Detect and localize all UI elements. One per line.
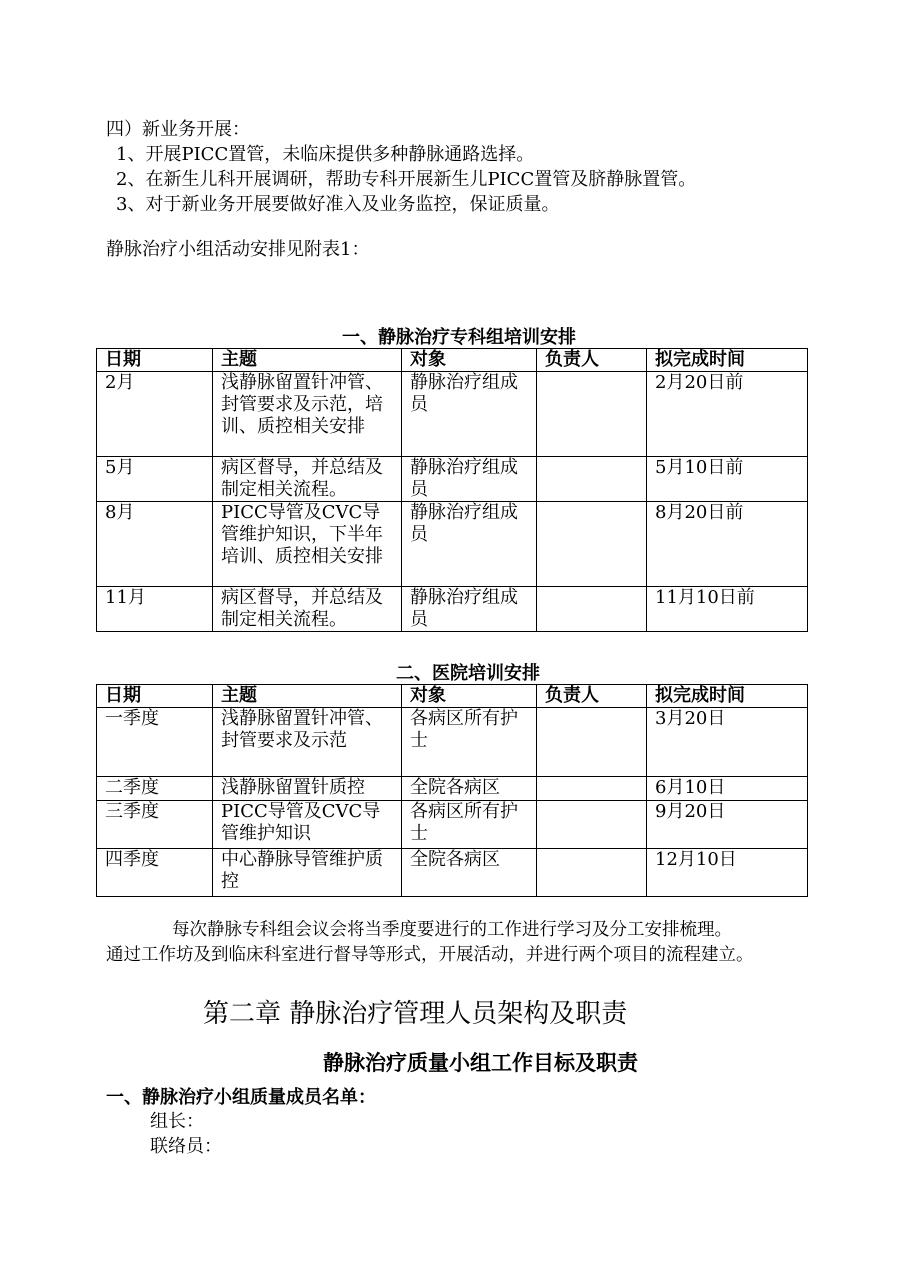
section4-item-1: 1、开展PICC置管，未临床提供多种静脉通路选择。 xyxy=(116,144,535,165)
cell-date: 一季度 xyxy=(97,708,213,777)
table1-header-topic: 主题 xyxy=(213,349,402,372)
cell-deadline: 9月20日 xyxy=(647,801,808,849)
cell-owner xyxy=(537,849,647,897)
table2-header-target: 对象 xyxy=(402,685,537,708)
cell-topic: 中心静脉导管维护质控 xyxy=(213,849,402,897)
members-leader: 组长： xyxy=(150,1111,204,1132)
schedule-note: 静脉治疗小组活动安排见附表1： xyxy=(106,239,370,260)
paragraph-line-1: 每次静脉专科组会议会将当季度要进行的工作进行学习及分工安排梳理。 xyxy=(172,920,732,940)
table-row xyxy=(97,457,808,502)
cell-date: 11月 xyxy=(97,587,213,632)
cell-owner xyxy=(537,708,647,777)
cell-target: 全院各病区 xyxy=(402,777,537,801)
table2-title: 二、医院培训安排 xyxy=(396,663,540,684)
cell-owner xyxy=(537,502,647,587)
cell-topic: PICC导管及CVC导管维护知识 xyxy=(213,801,402,849)
cell-deadline: 3月20日 xyxy=(647,708,808,777)
table2-header-row xyxy=(97,685,808,708)
table-row xyxy=(97,372,808,457)
table-row xyxy=(97,849,808,897)
cell-date: 四季度 xyxy=(97,849,213,897)
cell-target: 各病区所有护士 xyxy=(402,801,537,849)
cell-target: 各病区所有护士 xyxy=(402,708,537,777)
cell-owner xyxy=(537,587,647,632)
paragraph-line-2: 通过工作坊及到临床科室进行督导等形式，开展活动，并进行两个项目的流程建立。 xyxy=(106,945,754,965)
table2-header-owner: 负责人 xyxy=(537,685,647,708)
cell-owner xyxy=(537,457,647,502)
table2-header-deadline: 拟完成时间 xyxy=(647,685,808,708)
table-row xyxy=(97,708,808,777)
table-row xyxy=(97,801,808,849)
section4-heading: 四）新业务开展： xyxy=(106,119,250,140)
cell-owner xyxy=(537,372,647,457)
members-heading: 一、静脉治疗小组质量成员名单： xyxy=(106,1087,376,1108)
cell-target: 静脉治疗组成员 xyxy=(402,372,537,457)
table1-header-deadline: 拟完成时间 xyxy=(647,349,808,372)
members-liaison: 联络员： xyxy=(150,1136,222,1157)
cell-topic: 浅静脉留置针质控 xyxy=(213,777,402,801)
cell-owner xyxy=(537,777,647,801)
cell-date: 三季度 xyxy=(97,801,213,849)
cell-target: 静脉治疗组成员 xyxy=(402,457,537,502)
cell-target: 静脉治疗组成员 xyxy=(402,502,537,587)
cell-date: 8月 xyxy=(97,502,213,587)
cell-date: 2月 xyxy=(97,372,213,457)
cell-owner xyxy=(537,801,647,849)
cell-topic: 浅静脉留置针冲管、封管要求及示范，培训、质控相关安排 xyxy=(213,372,402,457)
section4-item-3: 3、对于新业务开展要做好准入及业务监控，保证质量。 xyxy=(116,194,560,215)
table2 xyxy=(96,684,808,897)
cell-deadline: 5月10日前 xyxy=(647,457,808,502)
table-row xyxy=(97,587,808,632)
chapter-title: 第二章 静脉治疗管理人员架构及职责 xyxy=(203,999,628,1029)
cell-topic: 病区督导，并总结及制定相关流程。 xyxy=(213,457,402,502)
cell-topic: PICC导管及CVC导管维护知识，下半年培训、质控相关安排 xyxy=(213,502,402,587)
cell-deadline: 2月20日前 xyxy=(647,372,808,457)
table1-title: 一、静脉治疗专科组培训安排 xyxy=(342,327,576,348)
table1-header-target: 对象 xyxy=(402,349,537,372)
section4-item-2: 2、在新生儿科开展调研，帮助专科开展新生儿PICC置管及脐静脉置管。 xyxy=(116,169,697,190)
table1 xyxy=(96,348,808,632)
cell-deadline: 6月10日 xyxy=(647,777,808,801)
cell-date: 5月 xyxy=(97,457,213,502)
cell-topic: 病区督导，并总结及制定相关流程。 xyxy=(213,587,402,632)
table1-header-date: 日期 xyxy=(97,349,213,372)
table1-header-owner: 负责人 xyxy=(537,349,647,372)
table2-header-date: 日期 xyxy=(97,685,213,708)
cell-target: 静脉治疗组成员 xyxy=(402,587,537,632)
cell-date: 二季度 xyxy=(97,777,213,801)
cell-target: 全院各病区 xyxy=(402,849,537,897)
table-row xyxy=(97,777,808,801)
cell-deadline: 12月10日 xyxy=(647,849,808,897)
section-subtitle: 静脉治疗质量小组工作目标及职责 xyxy=(323,1051,638,1075)
table1-header-row xyxy=(97,349,808,372)
cell-topic: 浅静脉留置针冲管、封管要求及示范 xyxy=(213,708,402,777)
cell-deadline: 8月20日前 xyxy=(647,502,808,587)
table2-header-topic: 主题 xyxy=(213,685,402,708)
table-row xyxy=(97,502,808,587)
cell-deadline: 11月10日前 xyxy=(647,587,808,632)
